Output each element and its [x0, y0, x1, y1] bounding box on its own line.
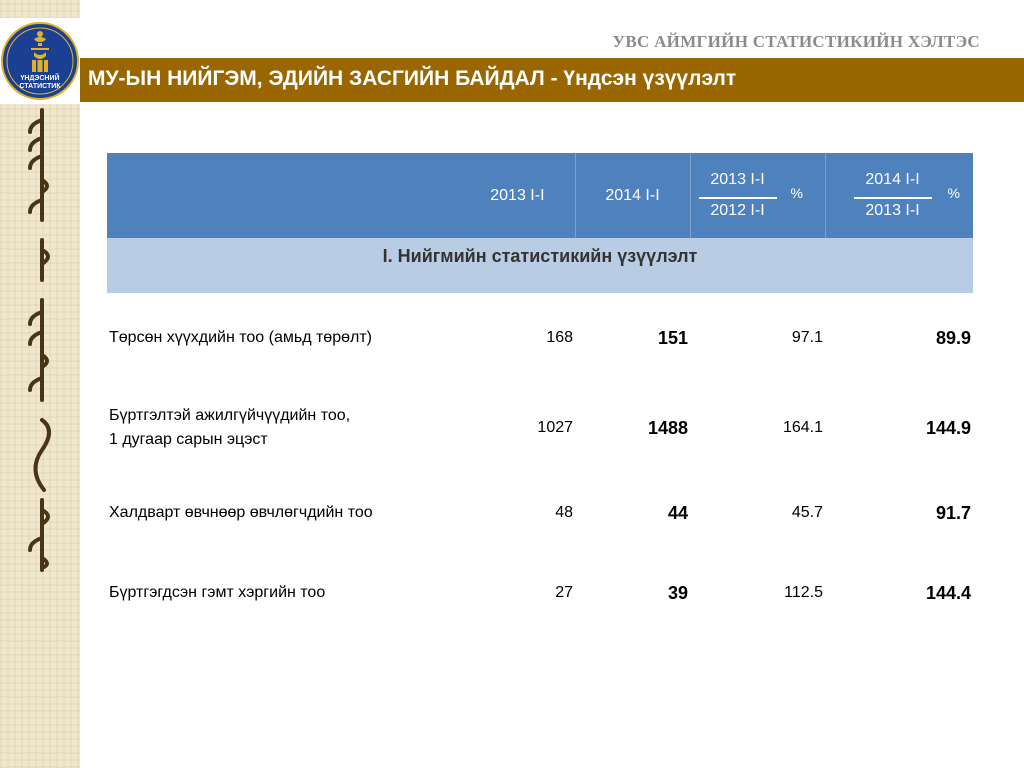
ratio1-percent: % — [790, 185, 803, 201]
header-ratio-2014-2013 — [825, 153, 973, 238]
statistics-table — [107, 153, 973, 633]
row-label-line1: Бүртгэлтэй ажилгүйчүүдийн тоо, — [109, 407, 351, 424]
ratio2-percent: % — [947, 185, 960, 201]
percent-2014-vs-2013: 144.9 — [925, 417, 972, 438]
value-2013: 168 — [546, 329, 574, 346]
row-label — [107, 383, 475, 473]
row-label — [107, 473, 475, 553]
percent-2013-vs-2012: 45.7 — [791, 504, 824, 521]
value-2014: 39 — [667, 582, 689, 603]
ratio1-numerator: 2013 I-I — [710, 171, 765, 188]
row-label-line1: Халдварт өвчнөөр өвчлөгчдийн тоо — [109, 504, 373, 521]
value-2013: 1027 — [537, 419, 574, 436]
ratio1-fraction-line — [699, 197, 777, 199]
percent-2013-vs-2012: 164.1 — [782, 419, 824, 436]
header-ratio-2013-2012 — [690, 153, 825, 238]
row-label — [107, 553, 475, 633]
row-label — [107, 293, 475, 383]
percent-2014-vs-2013: 144.4 — [925, 582, 972, 603]
mongolian-script-decoration — [0, 100, 80, 580]
section-row — [107, 238, 973, 293]
organization-title: УВС АЙМГИЙН СТАТИСТИКИЙН ХЭЛТЭС — [612, 32, 980, 51]
row-label-line1: Бүртгэгдсэн гэмт хэргийн тоо — [109, 584, 326, 601]
value-2014: 151 — [657, 327, 689, 348]
table-row — [107, 553, 973, 633]
row-label-line2: 1 дугаар сарын эцэст — [109, 431, 268, 448]
percent-2014-vs-2013: 91.7 — [935, 502, 972, 523]
header-2013-label: 2013 I-I — [490, 186, 545, 204]
header-2013 — [107, 153, 575, 238]
ratio2-denominator: 2013 I-I — [865, 202, 920, 219]
percent-2014-vs-2013: 89.9 — [935, 327, 972, 348]
percent-2013-vs-2012: 112.5 — [784, 584, 824, 601]
section-title: I. Нийгмийн статистикийн үзүүлэлт — [107, 238, 973, 293]
percent-2013-vs-2012: 97.1 — [791, 329, 824, 346]
logo-text-line2: СТАТИСТИК — [19, 83, 61, 90]
table-row — [107, 293, 973, 383]
table-row — [107, 473, 973, 553]
value-2014: 1488 — [647, 417, 689, 438]
value-2014: 44 — [667, 502, 689, 523]
logo-text-line1: ҮНДЭСНИЙ — [20, 75, 60, 82]
side-panel — [0, 0, 80, 768]
table-header-row — [107, 153, 973, 238]
statistics-logo — [0, 18, 80, 104]
row-label-line1: Төрсөн хүүхдийн тоо (амьд төрөлт) — [109, 329, 372, 346]
ratio1-denominator: 2012 I-I — [710, 202, 765, 219]
header-2014 — [575, 153, 690, 238]
title-bar — [80, 58, 1024, 102]
table-row — [107, 383, 973, 473]
header-2014-label: 2014 I-I — [605, 186, 660, 204]
ratio2-numerator: 2014 I-I — [865, 171, 920, 188]
value-2013: 48 — [555, 504, 574, 521]
value-2013: 27 — [555, 584, 574, 601]
ratio2-fraction-line — [854, 197, 932, 199]
page-title: МУ-ЫН НИЙГЭМ, ЭДИЙН ЗАСГИЙН БАЙДАЛ - Үндсэн үзүүлэлт — [88, 67, 737, 90]
